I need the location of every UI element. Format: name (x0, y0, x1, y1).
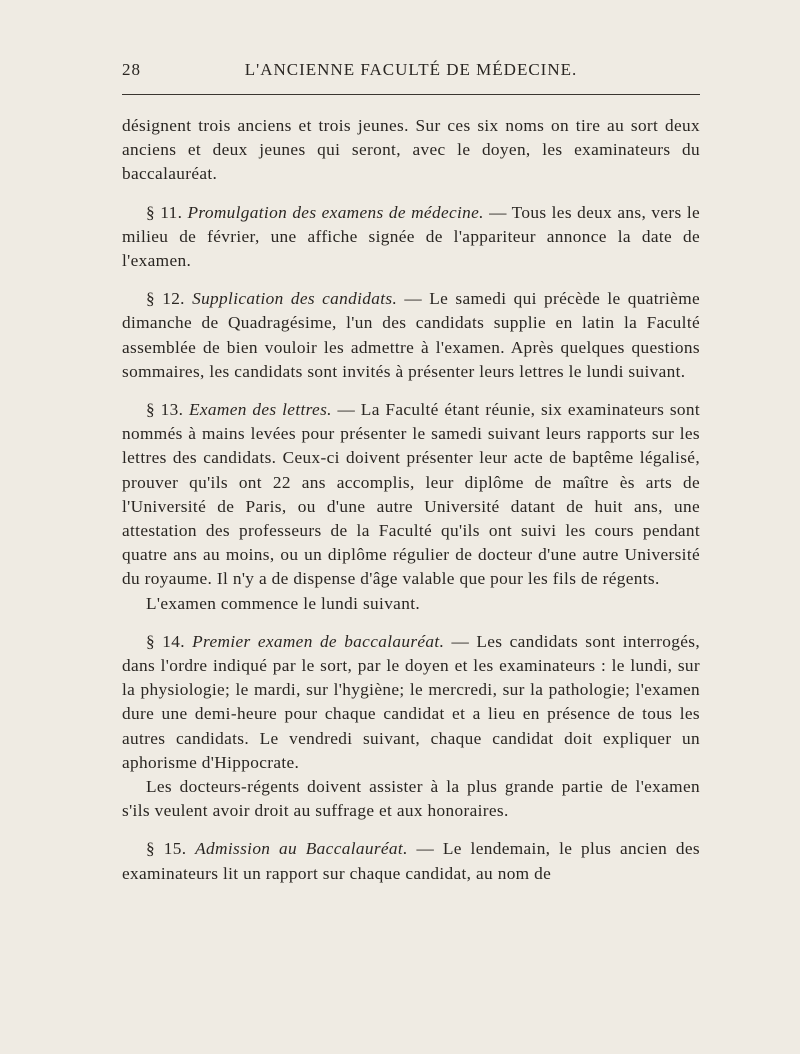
body-text (122, 114, 700, 900)
section-number: § 14. (146, 631, 185, 651)
header-rule (122, 94, 700, 95)
section-text: — La Faculté étant réunie, six examinateurs sont nommés à mains levées pour présenter le samedi suivant leurs rapports sur les lettres des candidats. Ceux-ci doivent présenter leur acte de baptême légalisé, prouver qu'ils ont 22 ans accomplis, leur diplôme de maître ès arts de l'Université de Paris, ou d'une autre Université datant de huit ans, une attestation des professeurs de la Faculté qu'ils ont suivi les cours pendant quatre ans au moins, ou un diplôme régulier de docteur d'une autre Université du royaume. Il n'y a de dispense d'âge valable que pour les fils de régents. (122, 400, 701, 589)
section-13-continuation (122, 592, 700, 616)
section-12 (122, 287, 700, 384)
section-number: § 13. (146, 400, 184, 420)
section-text: L'examen commence le lundi suivant. (146, 593, 421, 613)
section-15 (122, 837, 700, 885)
running-header (122, 58, 700, 88)
section-text: — Le lendemain, le plus ancien des examinateurs lit un rapport sur chaque candidat, au nom de (122, 839, 700, 883)
section-title: Supplication des candidats. (192, 289, 398, 309)
page-number: 28 (122, 60, 141, 79)
section-title: Admission au Baccalauréat. (195, 839, 408, 859)
section-11 (122, 201, 700, 274)
paragraph-continued (122, 114, 700, 187)
section-text: — Tous les deux ans, vers le milieu de février, une affiche signée de l'appariteur annonce la date de l'examen. (122, 202, 700, 271)
section-number: § 11. (146, 202, 183, 222)
running-title: L'ANCIENNE FACULTÉ DE MÉDECINE. (244, 60, 578, 79)
paragraph-text: désignent trois anciens et trois jeunes. Sur ces six noms on tire au sort deux anciens et deux jeunes qui seront, avec le doyen, les examinateurs du baccalauréat. (122, 116, 700, 184)
section-title: Examen des lettres. (188, 400, 332, 420)
section-13 (122, 398, 700, 592)
section-text: — Le samedi qui précède le quatrième dimanche de Quadragésime, l'un des candidats supplie en latin la Faculté assemblée de bien vouloir les admettre à l'examen. Après quelques questions sommaires, les candidats sont invités à présenter leurs lettres le lundi suivant. (122, 289, 701, 381)
section-title: Premier examen de baccalauréat. (192, 631, 445, 651)
section-14-continuation (122, 775, 700, 823)
section-text: — Les candidats sont interrogés, dans l'ordre indiqué par le sort, par le doyen et les examinateurs : le lundi, sur la physiologie; le mardi, sur l'hygiène; le mercredi, sur la pathologie; l'examen dure une demi-heure pour chaque candidat et a lieu en présence de tous les autres candidats. Le vendredi suivant, chaque candidat doit expliquer un aphorisme d'Hippocrate. (122, 631, 701, 772)
section-number: § 12. (146, 289, 185, 309)
section-text: Les docteurs-régents doivent assister à la plus grande partie de l'examen s'ils veulent avoir droit au suffrage et aux honoraires. (122, 777, 700, 821)
section-number: § 15. (146, 839, 187, 859)
section-title: Promulgation des examens de médecine. (187, 202, 484, 222)
section-14 (122, 630, 700, 775)
